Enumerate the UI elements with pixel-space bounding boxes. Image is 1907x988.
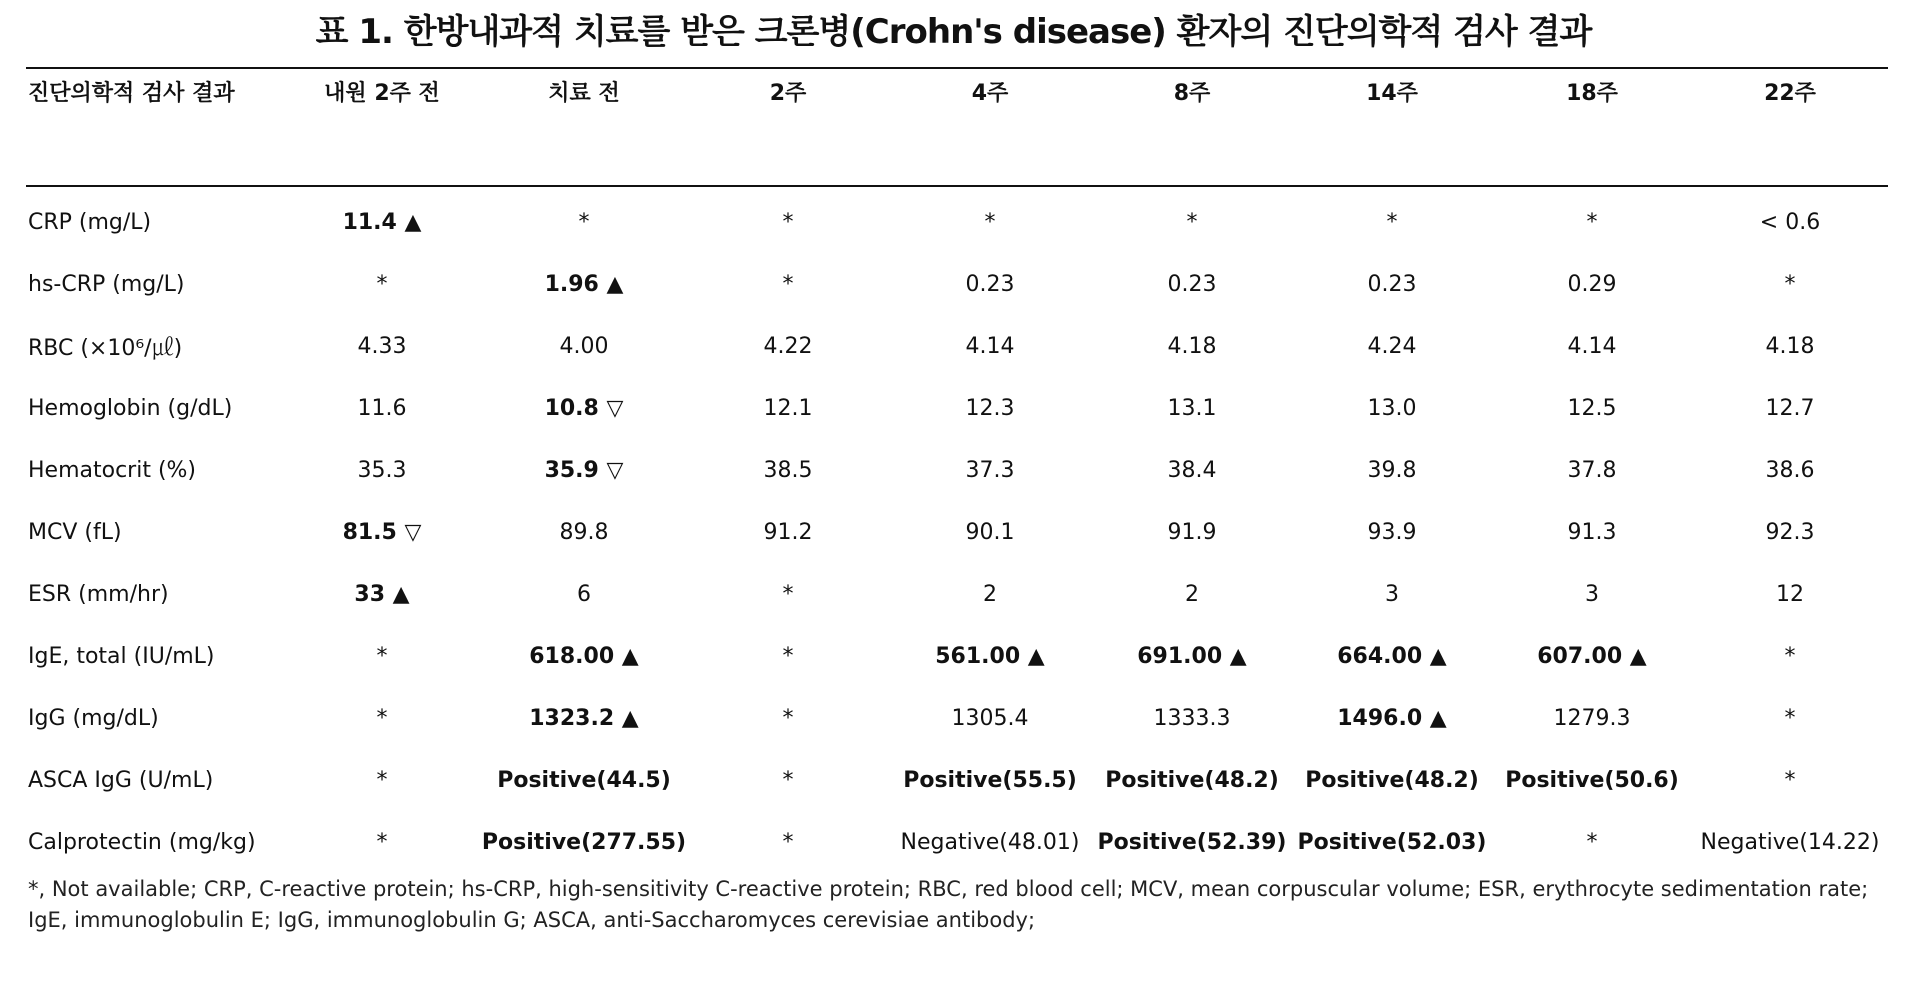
table-cell: 4.22: [763, 333, 813, 359]
table-cell: Positive(48.2): [1105, 767, 1279, 793]
table-cell: *: [984, 209, 996, 235]
table-cell: 81.5 ▽: [342, 519, 422, 545]
row-label: ASCA IgG (U/mL): [28, 767, 214, 793]
table-row: [26, 687, 1888, 749]
row-label: CRP (mg/L): [28, 209, 152, 235]
table-cell: 37.3: [965, 457, 1015, 483]
table-cell: 12.5: [1567, 395, 1617, 421]
row-label: Hematocrit (%): [28, 457, 197, 483]
table-cell: 38.5: [763, 457, 813, 483]
table-cell: *: [376, 829, 388, 855]
table-cell: *: [578, 209, 590, 235]
table-cell: *: [376, 767, 388, 793]
row-label: hs-CRP (mg/L): [28, 271, 185, 297]
table-row: [26, 749, 1888, 811]
table-cell: *: [376, 705, 388, 731]
table-cell: 13.0: [1367, 395, 1417, 421]
table-row: [26, 377, 1888, 439]
table-cell: 12: [1776, 581, 1804, 607]
table-cell: *: [1586, 829, 1598, 855]
table-cell: *: [782, 829, 794, 855]
table-row: [26, 253, 1888, 315]
table-cell: 35.9 ▽: [544, 457, 624, 483]
table-cell: 0.29: [1567, 271, 1617, 297]
table-cell: Negative(48.01): [900, 829, 1080, 855]
table-header-row: [26, 70, 1888, 191]
table-top-rule: [26, 67, 1888, 69]
table-cell: *: [376, 643, 388, 669]
table-cell: 0.23: [1167, 271, 1217, 297]
column-header: 2주: [769, 81, 807, 106]
table-cell: 38.4: [1167, 457, 1217, 483]
table-cell: 607.00 ▲: [1537, 643, 1647, 669]
table-cell: Positive(52.03): [1297, 829, 1487, 855]
table-cell: 90.1: [965, 519, 1015, 545]
table-cell: 6: [577, 581, 591, 607]
table-cell: 3: [1585, 581, 1599, 607]
table-cell: 89.8: [559, 519, 609, 545]
table-cell: *: [782, 581, 794, 607]
table-cell: 0.23: [965, 271, 1015, 297]
row-label: RBC (×10⁶/㎕): [28, 335, 183, 361]
table-cell: 561.00 ▲: [935, 643, 1045, 669]
table-cell: 0.23: [1367, 271, 1417, 297]
table-cell: Positive(44.5): [497, 767, 671, 793]
table-cell: *: [782, 705, 794, 731]
table-cell: 10.8 ▽: [544, 395, 624, 421]
table-cell: 91.3: [1567, 519, 1617, 545]
column-header: 8주: [1173, 81, 1211, 106]
table-cell: 13.1: [1167, 395, 1217, 421]
table-row: [26, 191, 1888, 253]
table-cell: Positive(48.2): [1305, 767, 1479, 793]
table-cell: *: [782, 209, 794, 235]
table-cell: 618.00 ▲: [529, 643, 639, 669]
table-cell: 91.9: [1167, 519, 1217, 545]
table-cell: 12.3: [965, 395, 1015, 421]
table-cell: 92.3: [1765, 519, 1815, 545]
table-cell: < 0.6: [1759, 209, 1821, 235]
table-cell: 691.00 ▲: [1137, 643, 1247, 669]
table-cell: 37.8: [1567, 457, 1617, 483]
table-cell: 1333.3: [1153, 705, 1231, 731]
table-cell: 4.33: [357, 333, 407, 359]
table-cell: Positive(55.5): [903, 767, 1077, 793]
table-cell: 4.00: [559, 333, 609, 359]
table-cell: 664.00 ▲: [1337, 643, 1447, 669]
table-cell: 2: [983, 581, 997, 607]
table-cell: Positive(50.6): [1505, 767, 1679, 793]
table-cell: Positive(277.55): [481, 829, 687, 855]
row-label: Hemoglobin (g/dL): [28, 395, 233, 421]
table-cell: *: [782, 271, 794, 297]
table-row: [26, 315, 1888, 377]
table-row: [26, 563, 1888, 625]
table-row: [26, 439, 1888, 501]
table-cell: 4.18: [1765, 333, 1815, 359]
table-footnote: *, Not available; CRP, C-reactive protein; hs-CRP, high-sensitivity C-reactive protein; RBC, red blood cell; MCV, mean corpuscular volume; ESR, erythrocyte sedimentation rate; IgE, immunoglobulin E; IgG, immunoglobulin G; ASCA, anti-Saccharomyces cerevisiae antibody;: [28, 877, 1869, 932]
table-row: [26, 501, 1888, 563]
table-cell: 91.2: [763, 519, 813, 545]
table-cell: 4.18: [1167, 333, 1217, 359]
table-cell: 35.3: [357, 457, 407, 483]
table-cell: *: [1784, 271, 1796, 297]
table-title: 표 1. 한방내과적 치료를 받은 크론병(Crohn's disease) 환자의 진단의학적 검사 결과: [315, 12, 1592, 52]
column-header: 내원 2주 전: [324, 81, 440, 106]
table-cell: 38.6: [1765, 457, 1815, 483]
table-cell: 93.9: [1367, 519, 1417, 545]
table-cell: *: [782, 643, 794, 669]
row-label: Calprotectin (mg/kg): [28, 829, 256, 855]
table-cell: *: [1186, 209, 1198, 235]
table-cell: *: [1784, 643, 1796, 669]
table-cell: 11.4 ▲: [342, 209, 422, 235]
table-cell: 1496.0 ▲: [1337, 705, 1447, 731]
table-row: [26, 811, 1888, 873]
table-cell: 33 ▲: [354, 581, 410, 607]
table-cell: *: [782, 767, 794, 793]
table-cell: 3: [1385, 581, 1399, 607]
table-cell: *: [1386, 209, 1398, 235]
row-label: IgE, total (IU/mL): [28, 643, 215, 669]
column-header: 4주: [971, 81, 1009, 106]
row-label: IgG (mg/dL): [28, 705, 159, 731]
column-header: 치료 전: [548, 81, 620, 106]
table-cell: 1323.2 ▲: [529, 705, 639, 731]
table-cell: 2: [1185, 581, 1199, 607]
table-row: [26, 625, 1888, 687]
table-cell: 1.96 ▲: [544, 271, 624, 297]
table-cell: *: [1784, 767, 1796, 793]
table-body: [26, 191, 1888, 873]
column-header: 18주: [1566, 81, 1618, 106]
column-header: 22주: [1764, 81, 1816, 106]
column-header: 14주: [1366, 81, 1418, 106]
table-cell: 4.24: [1367, 333, 1417, 359]
row-label: ESR (mm/hr): [28, 581, 169, 607]
lab-results-table: [26, 70, 1888, 873]
table-cell: 1279.3: [1553, 705, 1631, 731]
table-cell: 12.1: [763, 395, 813, 421]
table-cell: 12.7: [1765, 395, 1815, 421]
table-cell: 11.6: [357, 395, 407, 421]
table-cell: *: [376, 271, 388, 297]
table-cell: 4.14: [965, 333, 1015, 359]
table-cell: 1305.4: [951, 705, 1029, 731]
column-header: 진단의학적 검사 결과: [28, 81, 235, 106]
table-cell: Positive(52.39): [1097, 829, 1287, 855]
row-label: MCV (fL): [28, 519, 122, 545]
table-cell: *: [1586, 209, 1598, 235]
table-cell: 39.8: [1367, 457, 1417, 483]
table-cell: *: [1784, 705, 1796, 731]
table-cell: 4.14: [1567, 333, 1617, 359]
table-cell: Negative(14.22): [1700, 829, 1880, 855]
